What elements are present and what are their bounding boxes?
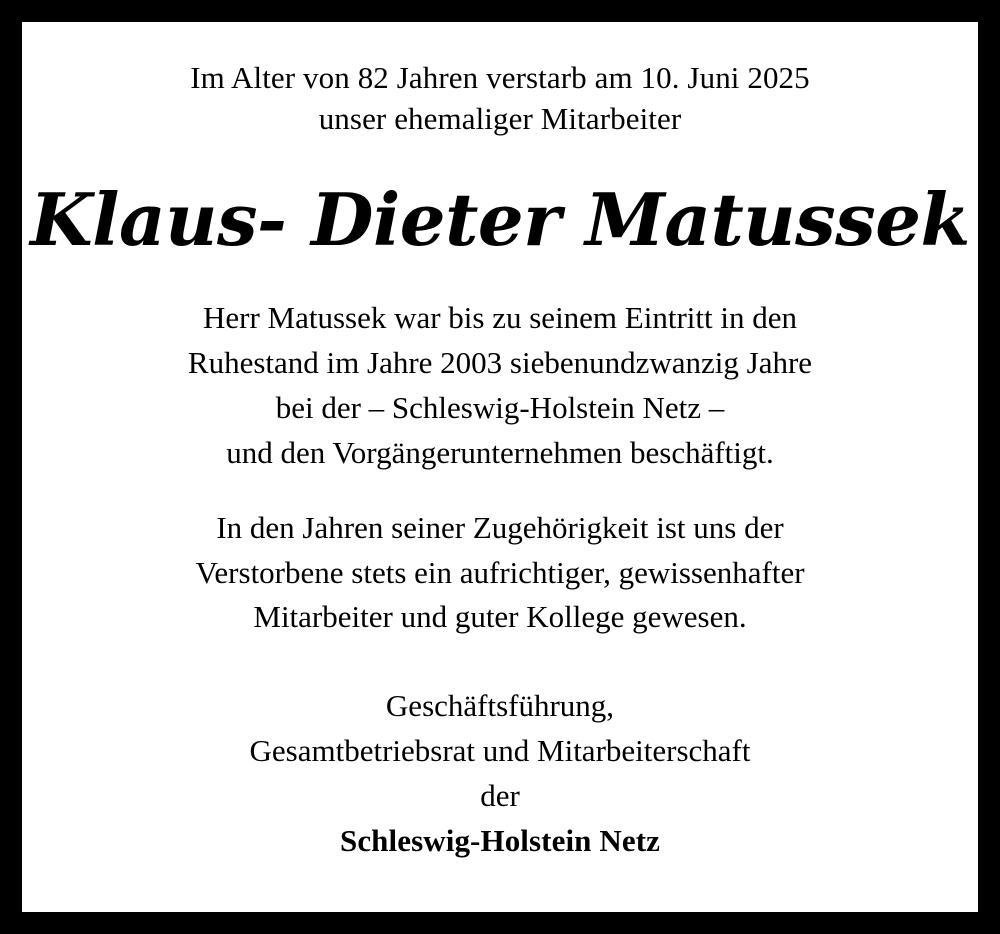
signature-company: Schleswig-Holstein Netz [339, 823, 660, 859]
signature-line-1: Geschäftsführung, [385, 688, 615, 724]
deceased-name: Klaus- Dieter Matussek [30, 176, 970, 262]
tribute-line-3: Mitarbeiter und guter Kollege gewesen. [253, 599, 747, 635]
career-line-4: und den Vorgängerunternehmen beschäftigt. [226, 434, 774, 470]
tribute-line-1: In den Jahren seiner Zugehörigkeit ist uns der [216, 509, 784, 545]
career-line-1: Herr Matussek war bis zu seinem Eintritt in den [202, 299, 797, 335]
signature-line-2: Gesamtbetriebsrat und Mitarbeiterschaft [249, 733, 751, 769]
intro-line-1: Im Alter von 82 Jahren verstarb am 10. Juni 2025 [190, 60, 810, 95]
intro-text [190, 58, 810, 140]
career-line-2: Ruhestand im Jahre 2003 siebenundzwanzig Jahre [187, 344, 813, 380]
tribute-paragraph [195, 506, 804, 641]
signature-block [250, 684, 751, 864]
signature-line-3: der [480, 778, 520, 814]
tribute-line-2: Verstorbene stets ein aufrichtiger, gewissenhafter [195, 554, 805, 590]
obituary-card [22, 22, 978, 912]
intro-line-2: unser ehemaliger Mitarbeiter [318, 100, 682, 136]
career-line-3: bei der – Schleswig-Holstein Netz – [275, 389, 725, 425]
career-paragraph [188, 296, 812, 476]
